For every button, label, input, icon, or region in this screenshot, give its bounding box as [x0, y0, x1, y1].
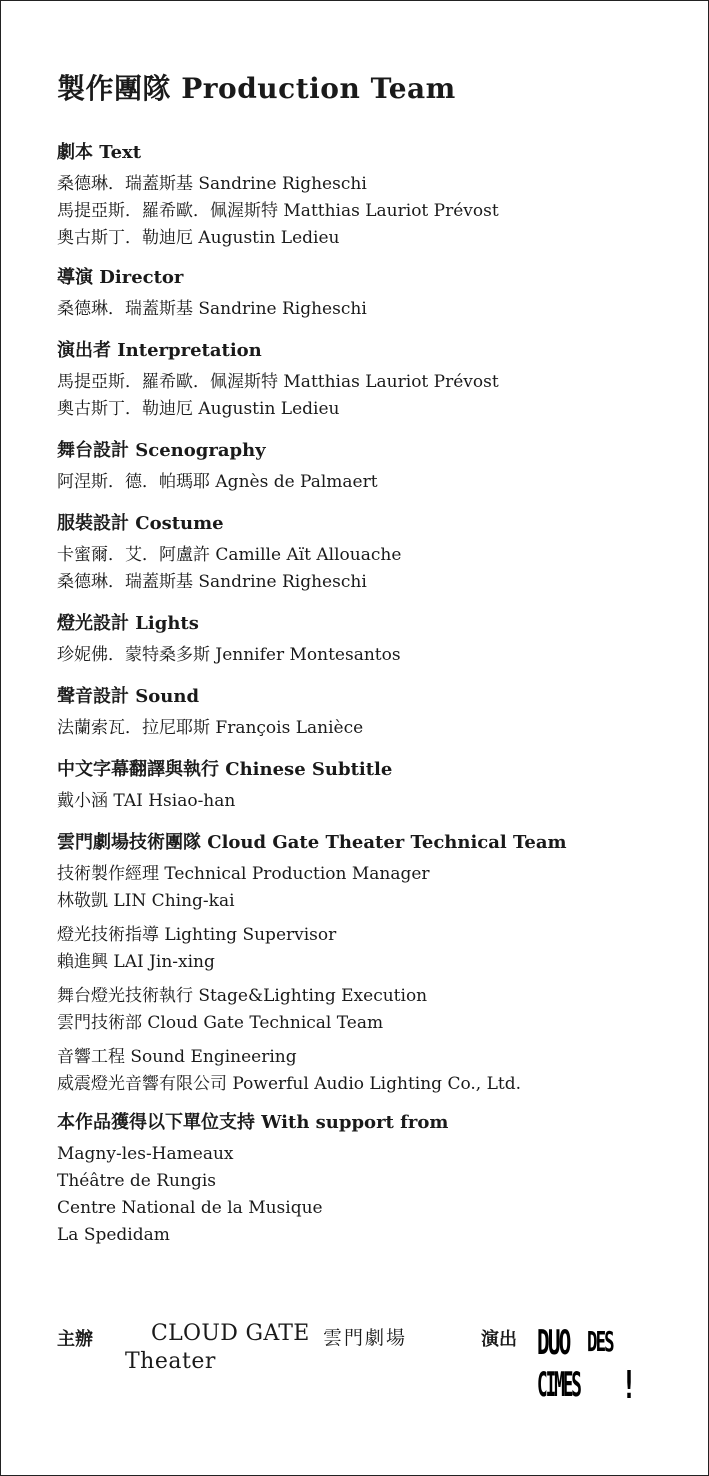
- section-heading: 聲音設計 Sound: [57, 686, 200, 707]
- performer-label: 演出: [481, 1329, 517, 1350]
- duo-logo-word: CIMES: [537, 1365, 580, 1405]
- credit-section-technical-team: [57, 833, 677, 1098]
- cloud-gate-theater-logo: [125, 1321, 425, 1375]
- cloud-gate-logo-theater: Theater: [125, 1349, 216, 1374]
- organizer-label: 主辦: [57, 1329, 93, 1350]
- section-heading: 導演 Director: [57, 267, 184, 288]
- credit-line: 技術製作經理 Technical Production Manager: [57, 864, 430, 884]
- credit-line: La Spedidam: [57, 1225, 170, 1245]
- credit-line: 舞台燈光技術執行 Stage&Lighting Execution: [57, 986, 428, 1006]
- credit-line: 戴小涵 TAI Hsiao-han: [57, 791, 236, 811]
- credit-section-scenography: [57, 441, 677, 496]
- duo-logo-word: DUO: [537, 1323, 570, 1363]
- credit-line: 馬提亞斯．羅希歐．佩渥斯特 Matthias Lauriot Prévost: [57, 201, 499, 221]
- section-heading: 中文字幕翻譯與執行 Chinese Subtitle: [57, 759, 393, 780]
- credit-line: 桑德琳．瑞蓋斯基 Sandrine Righeschi: [57, 299, 367, 319]
- credit-section-sound: [57, 687, 677, 742]
- credit-line: 燈光技術指導 Lighting Supervisor: [57, 925, 337, 945]
- page-title: 製作團隊 Production Team: [57, 72, 456, 105]
- credit-section-lights: [57, 614, 677, 669]
- credit-line: 馬提亞斯．羅希歐．佩渥斯特 Matthias Lauriot Prévost: [57, 372, 499, 392]
- credit-section-interpretation: [57, 341, 677, 423]
- duo-logo-word: !: [621, 1363, 638, 1407]
- section-heading: 劇本 Text: [57, 142, 142, 163]
- section-heading: 燈光設計 Lights: [57, 613, 199, 634]
- credit-line: Centre National de la Musique: [57, 1198, 323, 1218]
- credit-line: 奧古斯丁．勒迪厄 Augustin Ledieu: [57, 399, 340, 419]
- credit-section-director: [57, 268, 677, 323]
- credit-section-text: [57, 143, 677, 252]
- credit-line: 賴進興 LAI Jin-xing: [57, 952, 215, 972]
- credit-line: 音響工程 Sound Engineering: [57, 1047, 297, 1067]
- credit-line: 法蘭索瓦．拉尼耶斯 François Lanièce: [57, 718, 364, 738]
- section-heading: 雲門劇場技術團隊 Cloud Gate Theater Technical Team: [57, 832, 567, 853]
- credit-line: 桑德琳．瑞蓋斯基 Sandrine Righeschi: [57, 174, 367, 194]
- credit-line: 林敬凱 LIN Ching-kai: [57, 891, 235, 911]
- section-heading: 服裝設計 Costume: [57, 513, 224, 534]
- credit-line: 雲門技術部 Cloud Gate Technical Team: [57, 1013, 384, 1033]
- credit-section-costume: [57, 514, 677, 596]
- cloud-gate-logo-main: CLOUD GATE: [151, 1321, 310, 1346]
- credit-line: Théâtre de Rungis: [57, 1171, 216, 1191]
- credit-line: 威震燈光音響有限公司 Powerful Audio Lighting Co., Ltd.: [57, 1074, 522, 1094]
- credit-line: 桑德琳．瑞蓋斯基 Sandrine Righeschi: [57, 572, 367, 592]
- section-heading: 演出者 Interpretation: [57, 340, 262, 361]
- credit-line: 阿涅斯．德．帕瑪耶 Agnès de Palmaert: [57, 472, 378, 492]
- cloud-gate-logo-chinese: 雲門劇場: [323, 1327, 408, 1349]
- duo-des-cimes-logo: [537, 1323, 641, 1417]
- duo-logo-word: DES: [587, 1325, 613, 1358]
- credit-section-support: [57, 1113, 677, 1249]
- section-heading: 本作品獲得以下單位支持 With support from: [57, 1112, 449, 1133]
- section-heading: 舞台設計 Scenography: [57, 440, 266, 461]
- credit-line: 珍妮佛．蒙特桑多斯 Jennifer Montesantos: [57, 645, 401, 665]
- credit-section-subtitle: [57, 760, 677, 815]
- credit-line: 奧古斯丁．勒迪厄 Augustin Ledieu: [57, 228, 340, 248]
- credit-line: 卡蜜爾．艾．阿盧許 Camille Aït Allouache: [57, 545, 402, 565]
- credit-line: Magny-les-Hameaux: [57, 1144, 234, 1164]
